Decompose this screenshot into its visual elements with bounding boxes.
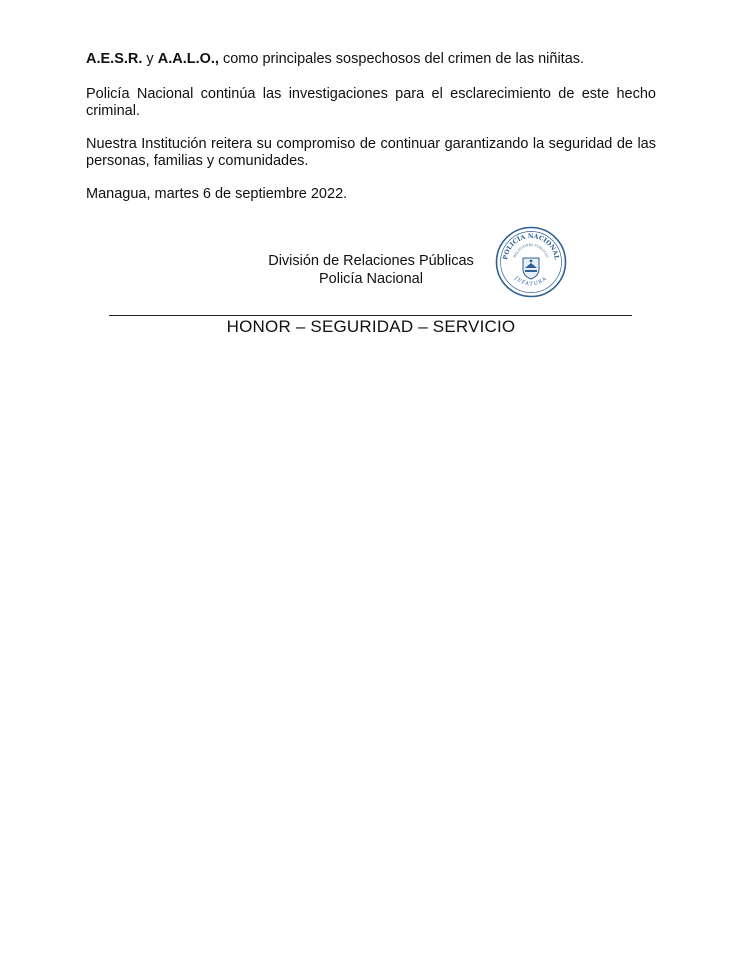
paragraph-commitment: Nuestra Institución reitera su compromiso de continuar garantizando la seguridad de las personas, familias y comunidades. [86, 136, 656, 169]
paragraph-text: como principales sospechosos del crimen de las niñitas. [218, 51, 585, 67]
police-seal-icon [495, 226, 567, 298]
signature-institution: Policía Nacional [319, 271, 423, 287]
paragraph-investigation: Policía Nacional continúa las investigaciones para el esclarecimiento de este hecho criminal. [86, 86, 656, 119]
footer-divider [109, 315, 632, 316]
paragraph-text: y [142, 51, 158, 67]
seal-inner-text: RELACIONES PÚBLICAS [512, 242, 550, 259]
suspect-initials-2: A.A.L.O., [157, 51, 219, 67]
svg-text:RELACIONES PÚBLICAS [513, 243, 550, 258]
signature-block [250, 252, 492, 288]
footer-motto: HONOR – SEGURIDAD – SERVICIO [226, 317, 516, 336]
suspect-initials-1: A.E.S.R. [86, 51, 143, 67]
paragraph-suspects [86, 51, 656, 68]
signature-division: División de Relaciones Públicas [268, 253, 474, 269]
seal-top-text: POLICÍA NACIONAL [502, 232, 560, 261]
seal-bottom-text: JEFATURA [513, 275, 549, 288]
date-line: Managua, martes 6 de septiembre 2022. [86, 186, 348, 202]
